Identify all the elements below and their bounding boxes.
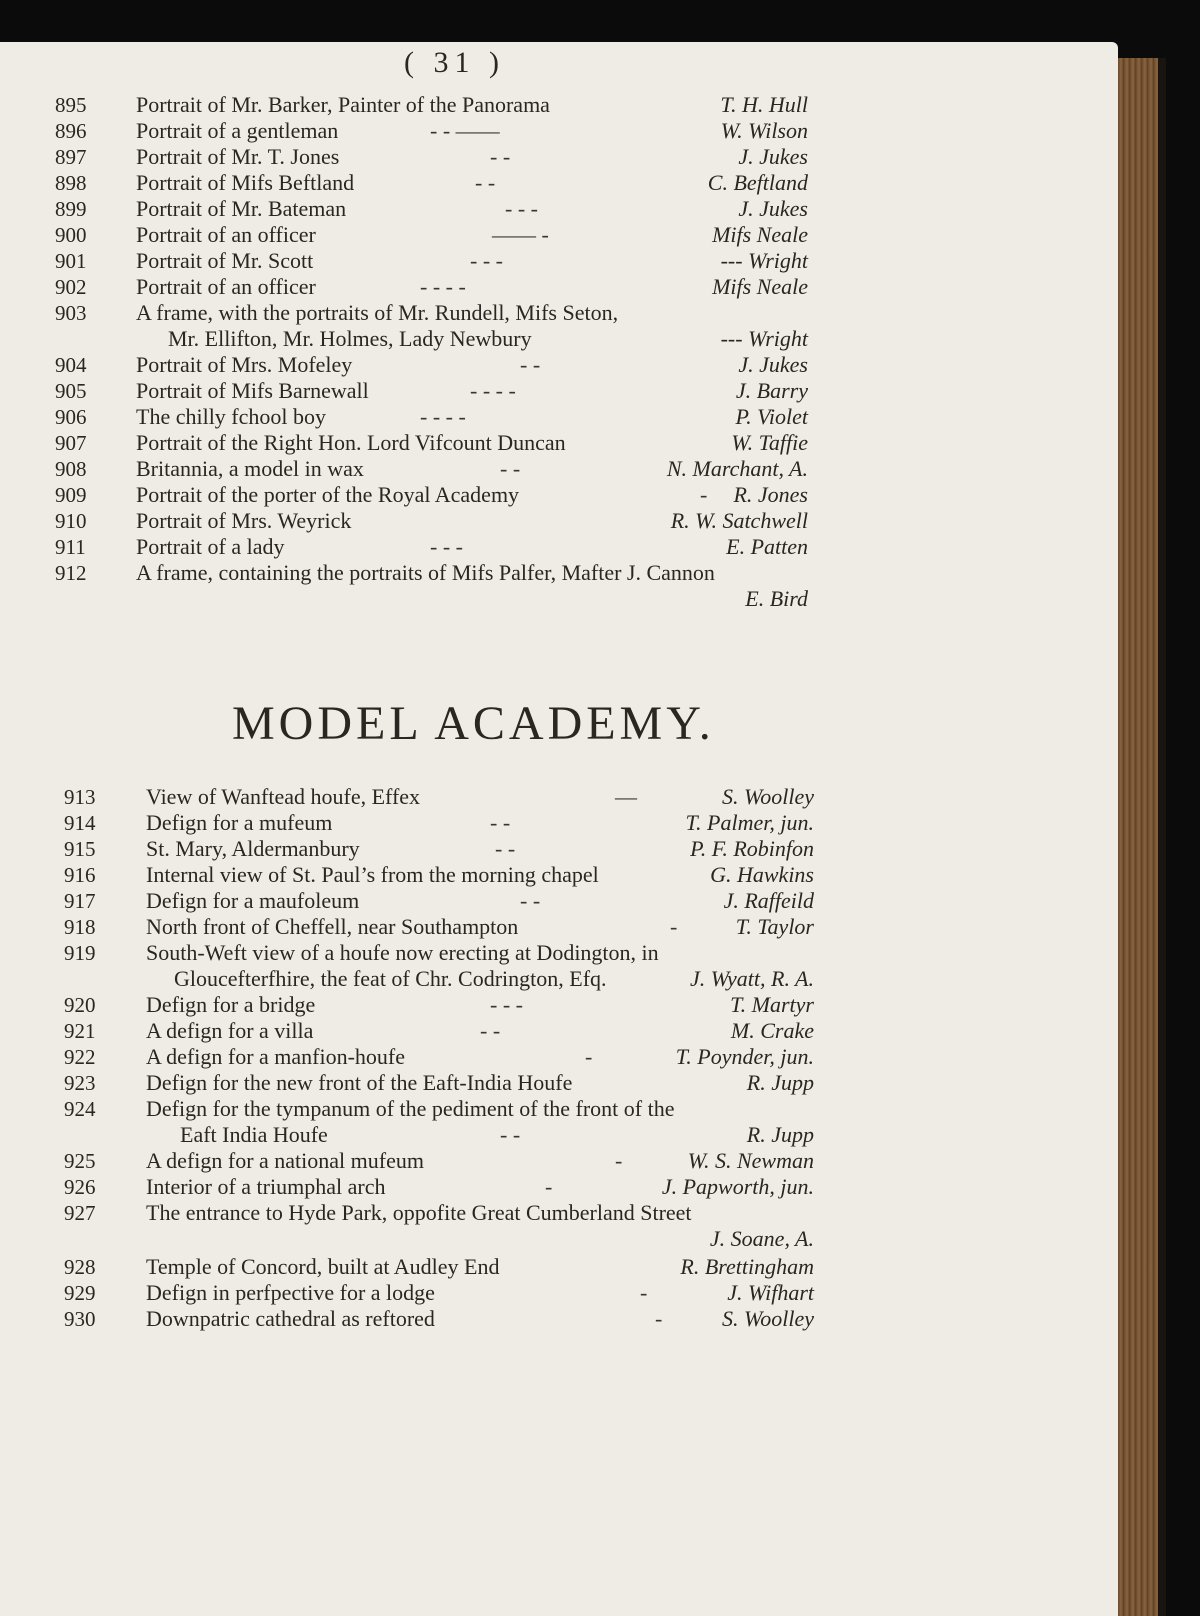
entry-artist: --- Wright bbox=[720, 326, 808, 351]
entry-title: Interior of a triumphal arch bbox=[146, 1174, 386, 1199]
entry-artist: P. Violet bbox=[735, 404, 808, 429]
entry-artist: J. Papworth, jun. bbox=[661, 1174, 814, 1199]
entry-title: The entrance to Hyde Park, oppofite Great Cumberland Street bbox=[146, 1200, 692, 1225]
entry-number: 909 bbox=[55, 483, 87, 507]
entry-title: Temple of Concord, built at Audley End bbox=[146, 1254, 500, 1279]
entry-title-continued: Gloucefterfhire, the feat of Chr. Codrington, Efq. bbox=[174, 966, 607, 991]
entry-dashes: - - bbox=[495, 836, 516, 861]
entry-number: 899 bbox=[55, 197, 87, 221]
entry-artist: P. F. Robinfon bbox=[690, 836, 814, 861]
entry-number: 895 bbox=[55, 93, 87, 117]
entry-dashes: - - bbox=[490, 144, 511, 169]
entry-title: Defign for a bridge bbox=[146, 992, 316, 1017]
entry-number: 905 bbox=[55, 379, 87, 403]
entry-number: 900 bbox=[55, 223, 87, 247]
entry-title: A defign for a villa bbox=[146, 1018, 314, 1043]
book-page bbox=[0, 42, 1118, 1616]
entry-title: Portrait of an officer bbox=[136, 274, 316, 299]
entry-artist: T. Poynder, jun. bbox=[675, 1044, 814, 1069]
entry-artist: S. Woolley bbox=[721, 1306, 814, 1331]
entry-title-continued: Eaft India Houfe bbox=[180, 1122, 328, 1147]
entry-artist: J. Raffeild bbox=[723, 888, 814, 913]
entry-number: 922 bbox=[64, 1045, 96, 1069]
entry-title: Portrait of Mr. T. Jones bbox=[136, 144, 340, 169]
list-item bbox=[0, 1044, 1118, 1070]
entry-artist: S. Woolley bbox=[721, 784, 814, 809]
entry-title: Portrait of Mrs. Weyrick bbox=[136, 508, 352, 533]
list-item bbox=[0, 1018, 1118, 1044]
list-item bbox=[0, 940, 1118, 991]
entry-dashes: - bbox=[585, 1044, 593, 1069]
entry-artist: R. Jupp bbox=[746, 1070, 814, 1095]
list-item bbox=[0, 810, 1118, 836]
entry-title: Defign in perfpective for a lodge bbox=[146, 1280, 435, 1305]
entry-artist: R. Brettingham bbox=[680, 1254, 814, 1279]
entry-number: 917 bbox=[64, 889, 96, 913]
entry-title: Portrait of Mr. Barker, Painter of the Panorama bbox=[136, 92, 550, 117]
entry-number: 912 bbox=[55, 561, 87, 585]
entry-artist: G. Hawkins bbox=[710, 862, 814, 887]
entry-dashes: - - bbox=[520, 888, 541, 913]
list-item bbox=[0, 1070, 1118, 1096]
list-item bbox=[0, 300, 1118, 351]
entry-artist: W. Taffie bbox=[731, 430, 808, 455]
list-item bbox=[0, 534, 1118, 560]
entry-number: 929 bbox=[64, 1281, 96, 1305]
list-item bbox=[0, 508, 1118, 534]
entry-artist: M. Crake bbox=[730, 1018, 814, 1043]
entry-artist: J. Wifhart bbox=[727, 1280, 814, 1305]
list-item bbox=[0, 1254, 1118, 1280]
entry-artist: T. Martyr bbox=[730, 992, 814, 1017]
entry-title: Portrait of a lady bbox=[136, 534, 285, 559]
entry-number: 902 bbox=[55, 275, 87, 299]
entry-number: 903 bbox=[55, 301, 87, 325]
entry-title: A frame, containing the portraits of Mifs Palfer, Mafter J. Cannon bbox=[136, 560, 715, 585]
entry-dashes: - bbox=[545, 1174, 553, 1199]
entry-title: Portrait of Mr. Scott bbox=[136, 248, 314, 273]
entry-title: View of Wanftead houfe, Effex bbox=[146, 784, 421, 809]
list-item bbox=[0, 560, 1118, 611]
entry-number: 897 bbox=[55, 145, 87, 169]
book-cover-shadow bbox=[1158, 58, 1166, 1616]
entry-title: Portrait of Mifs Beftland bbox=[136, 170, 355, 195]
list-item bbox=[0, 1096, 1118, 1147]
entry-number: 914 bbox=[64, 811, 96, 835]
entry-title: Defign for the tympanum of the pediment of the front of the bbox=[146, 1096, 675, 1121]
entry-dashes: - - - - bbox=[470, 378, 516, 403]
entry-dashes: - bbox=[655, 1306, 663, 1331]
entry-artist: --- Wright bbox=[720, 248, 808, 273]
entry-dashes: - - bbox=[480, 1018, 501, 1043]
entry-artist: T. Taylor bbox=[735, 914, 814, 939]
entry-number: 896 bbox=[55, 119, 87, 143]
list-item bbox=[0, 196, 1118, 222]
entry-number: 919 bbox=[64, 941, 96, 965]
entry-title: North front of Cheffell, near Southampton bbox=[146, 914, 519, 939]
entry-artist: R. Jones bbox=[733, 482, 808, 507]
entry-artist: R. Jupp bbox=[746, 1122, 814, 1147]
entry-title: Downpatric cathedral as reftored bbox=[146, 1306, 435, 1331]
list-item bbox=[0, 888, 1118, 914]
list-item bbox=[0, 274, 1118, 300]
entry-title: Britannia, a model in wax bbox=[136, 456, 364, 481]
entry-number: 920 bbox=[64, 993, 96, 1017]
entry-title: Defign for a maufoleum bbox=[146, 888, 360, 913]
entry-title: South-Weft view of a houfe now erecting at Dodington, in bbox=[146, 940, 659, 965]
entry-artist: C. Beftland bbox=[707, 170, 808, 195]
list-item bbox=[0, 1200, 1118, 1251]
entry-artist: R. W. Satchwell bbox=[670, 508, 808, 533]
list-item bbox=[0, 430, 1118, 456]
entry-artist: T. H. Hull bbox=[720, 92, 808, 117]
list-item bbox=[0, 862, 1118, 888]
list-item bbox=[0, 1148, 1118, 1174]
entry-title: Defign for the new front of the Eaft-India Houfe bbox=[146, 1070, 573, 1095]
book-cover-edge bbox=[1118, 58, 1158, 1616]
entry-dashes: - bbox=[615, 1148, 623, 1173]
section-heading: MODEL ACADEMY. bbox=[232, 697, 715, 750]
entry-dashes: - - bbox=[500, 1122, 521, 1147]
list-item bbox=[0, 144, 1118, 170]
list-item bbox=[0, 914, 1118, 940]
list-item bbox=[0, 456, 1118, 482]
list-item bbox=[0, 404, 1118, 430]
entry-dashes: — bbox=[615, 784, 637, 809]
entry-title: Portrait of Mrs. Mofeley bbox=[136, 352, 353, 377]
entry-title: Portrait of Mifs Barnewall bbox=[136, 378, 369, 403]
entry-dashes: - - - bbox=[470, 248, 503, 273]
entry-title: The chilly fchool boy bbox=[136, 404, 327, 429]
entry-artist: E. Patten bbox=[726, 534, 808, 559]
list-item bbox=[0, 248, 1118, 274]
entry-number: 906 bbox=[55, 405, 87, 429]
list-item bbox=[0, 92, 1118, 118]
list-item bbox=[0, 992, 1118, 1018]
entry-title: Portrait of the Right Hon. Lord Vifcount Duncan bbox=[136, 430, 566, 455]
entry-artist: W. S. Newman bbox=[687, 1148, 814, 1173]
entry-number: 930 bbox=[64, 1307, 96, 1331]
list-item bbox=[0, 1174, 1118, 1200]
entry-artist: E. Bird bbox=[745, 586, 808, 611]
entry-number: 918 bbox=[64, 915, 96, 939]
entry-title-continued: Mr. Ellifton, Mr. Holmes, Lady Newbury bbox=[168, 326, 532, 351]
entry-dashes: —— - bbox=[492, 222, 549, 247]
entry-artist: J. Jukes bbox=[738, 144, 808, 169]
entry-artist: J. Jukes bbox=[738, 352, 808, 377]
entry-title: Defign for a mufeum bbox=[146, 810, 333, 835]
entry-artist: J. Soane, A. bbox=[709, 1226, 814, 1251]
entry-title: Portrait of a gentleman bbox=[136, 118, 339, 143]
entry-artist: W. Wilson bbox=[720, 118, 808, 143]
entry-artist: J. Jukes bbox=[738, 196, 808, 221]
entry-number: 904 bbox=[55, 353, 87, 377]
list-item bbox=[0, 836, 1118, 862]
entry-number: 901 bbox=[55, 249, 87, 273]
entry-title: A defign for a national mufeum bbox=[146, 1148, 424, 1173]
entry-number: 921 bbox=[64, 1019, 96, 1043]
entry-artist: T. Palmer, jun. bbox=[685, 810, 814, 835]
list-item bbox=[0, 482, 1118, 508]
entry-number: 908 bbox=[55, 457, 87, 481]
entry-number: 907 bbox=[55, 431, 87, 455]
entry-dashes: - - - - bbox=[420, 274, 466, 299]
entry-title: A frame, with the portraits of Mr. Rundell, Mifs Seton, bbox=[136, 300, 619, 325]
entry-artist: N. Marchant, A. bbox=[666, 456, 808, 481]
entry-dashes: - - bbox=[475, 170, 496, 195]
page-number: ( 31 ) bbox=[404, 46, 505, 79]
entry-number: 910 bbox=[55, 509, 87, 533]
list-item bbox=[0, 170, 1118, 196]
entry-title: A defign for a manfion-houfe bbox=[146, 1044, 406, 1069]
list-item bbox=[0, 222, 1118, 248]
entry-dashes: - bbox=[700, 482, 708, 507]
list-item bbox=[0, 1306, 1118, 1332]
entry-number: 915 bbox=[64, 837, 96, 861]
entry-number: 926 bbox=[64, 1175, 96, 1199]
list-item bbox=[0, 118, 1118, 144]
entry-artist: Mifs Neale bbox=[712, 274, 808, 299]
entry-title: Internal view of St. Paul’s from the morning chapel bbox=[146, 862, 599, 887]
entry-dashes: - bbox=[670, 914, 678, 939]
entry-number: 923 bbox=[64, 1071, 96, 1095]
entry-number: 927 bbox=[64, 1201, 96, 1225]
entry-title: Portrait of Mr. Bateman bbox=[136, 196, 347, 221]
list-item bbox=[0, 352, 1118, 378]
entry-dashes: - - - bbox=[430, 534, 463, 559]
entry-dashes: - - bbox=[490, 810, 511, 835]
list-item bbox=[0, 1280, 1118, 1306]
list-item bbox=[0, 784, 1118, 810]
entry-number: 925 bbox=[64, 1149, 96, 1173]
entry-dashes: - - bbox=[520, 352, 541, 377]
entry-dashes: - - —— bbox=[430, 118, 500, 143]
entry-dashes: - - - - bbox=[420, 404, 466, 429]
entry-artist: Mifs Neale bbox=[712, 222, 808, 247]
entry-dashes: - - bbox=[500, 456, 521, 481]
entry-title: Portrait of an officer bbox=[136, 222, 316, 247]
entry-title: Portrait of the porter of the Royal Academy bbox=[136, 482, 520, 507]
entry-number: 898 bbox=[55, 171, 87, 195]
entry-number: 924 bbox=[64, 1097, 96, 1121]
list-item bbox=[0, 378, 1118, 404]
entry-dashes: - bbox=[640, 1280, 648, 1305]
entry-number: 911 bbox=[55, 535, 86, 559]
entry-dashes: - - - bbox=[490, 992, 523, 1017]
entry-title: St. Mary, Aldermanbury bbox=[146, 836, 360, 861]
entry-number: 916 bbox=[64, 863, 96, 887]
entry-artist: J. Wyatt, R. A. bbox=[689, 966, 814, 991]
entry-number: 913 bbox=[64, 785, 96, 809]
entry-dashes: - - - bbox=[505, 196, 538, 221]
entry-number: 928 bbox=[64, 1255, 96, 1279]
entry-artist: J. Barry bbox=[735, 378, 808, 403]
